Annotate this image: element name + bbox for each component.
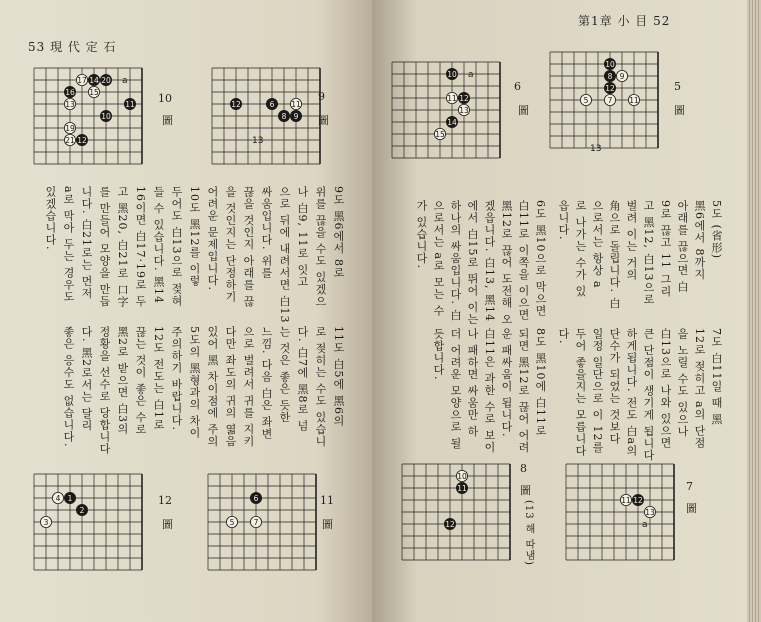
text-column: 黑2로 받으면 白3의 bbox=[116, 326, 129, 435]
board-svg bbox=[26, 468, 154, 576]
diagram-caption: 圖 bbox=[162, 518, 173, 531]
diagram-number: 11 bbox=[320, 494, 334, 507]
stone-number: 13 bbox=[459, 105, 469, 115]
text-column: 다. 黑2로서는 달리 bbox=[80, 326, 93, 432]
text-column: 9로 끊고 11 그리 bbox=[659, 200, 672, 298]
diagram-number: 10 bbox=[158, 92, 172, 105]
left-page-header: 53 現 代 定 石 bbox=[28, 40, 117, 54]
stone-number: 6 bbox=[269, 99, 275, 109]
text-column: 16이면 白17·19로 두 bbox=[134, 186, 147, 308]
diagram-caption: 圖 bbox=[318, 114, 329, 127]
point-label: a bbox=[468, 70, 474, 80]
text-column: 나 패하면 싸움만 하 bbox=[466, 328, 479, 438]
board-svg bbox=[204, 62, 332, 170]
stone-number: 3 bbox=[43, 517, 49, 527]
text-column: 12도 전도는 白1로 bbox=[152, 326, 165, 431]
stone-number: 12 bbox=[445, 519, 455, 529]
text-column: 고 黑12, 白13으로 bbox=[642, 200, 655, 306]
stone-number: 5 bbox=[583, 95, 589, 105]
text-column: 5도 (省形) bbox=[710, 200, 723, 260]
text-column: 위를 끊을 수도 있겠으 bbox=[314, 186, 327, 308]
diagram-number: 5 bbox=[674, 80, 681, 93]
stone-number: 15 bbox=[435, 129, 445, 139]
board-svg bbox=[394, 458, 522, 566]
text-column: 두어 좋을지는 모릅니다 bbox=[574, 328, 587, 457]
stone-number: 4 bbox=[55, 493, 61, 503]
stone-number: 12 bbox=[605, 83, 615, 93]
stone-number: 10 bbox=[457, 471, 467, 481]
stone-number: 16 bbox=[65, 87, 75, 97]
stone-number: 13 bbox=[65, 99, 75, 109]
stone-number: 10 bbox=[101, 111, 111, 121]
stone-number: 11 bbox=[457, 483, 467, 493]
stone-number: 13 bbox=[645, 507, 655, 517]
text-column: 에서 白15로 뛰어 이는 bbox=[466, 200, 479, 326]
text-column: 을 노릴 수도 있으나 bbox=[676, 328, 689, 438]
text-column: 싸움입니다. 위를 bbox=[260, 186, 273, 279]
diagram-caption: 圖 bbox=[518, 104, 529, 117]
diagram-number: 12 bbox=[158, 494, 172, 507]
text-column: 12로 젖히고 a의 단점 bbox=[693, 328, 706, 450]
stone-number: 12 bbox=[77, 135, 87, 145]
stone-number: 9 bbox=[293, 111, 299, 121]
stone-number: 19 bbox=[65, 123, 75, 133]
right-page bbox=[372, 0, 747, 622]
text-column: 더 어려운 모양으로 될 bbox=[449, 328, 462, 450]
board-svg bbox=[26, 62, 154, 170]
text-column: 으로 뒤에 내려서면 白13 bbox=[278, 186, 291, 324]
text-column: 읍니다. bbox=[557, 200, 570, 241]
text-column: 角으로 돌립니다. 白 bbox=[608, 200, 621, 310]
diagram-note: (13 해 따냄) bbox=[523, 500, 534, 566]
text-column: 7도 白11일 때 黑 bbox=[710, 328, 723, 426]
go-diagram-8 bbox=[394, 458, 522, 566]
diagram-caption: 圖 bbox=[162, 114, 173, 127]
text-column: 하게됩니다. 전도 白a의 bbox=[625, 328, 638, 458]
diagram-caption: 圖 bbox=[322, 518, 333, 531]
diagram-caption: 圖 bbox=[686, 502, 697, 515]
stone-number: 11 bbox=[291, 99, 301, 109]
text-column: 黑12로 끊어 도전해 오 bbox=[500, 200, 513, 326]
text-column: 으로 벌려서 귀를 지키 bbox=[242, 326, 255, 448]
text-column: 일정 일단으로 이 12를 bbox=[591, 328, 604, 454]
text-column: 있어 黑 차이점에 주의 bbox=[206, 326, 219, 448]
stone-number: 9 bbox=[619, 71, 625, 81]
point-label: a bbox=[122, 76, 128, 86]
text-column: 두어도 白13으로 젖혀 bbox=[170, 186, 183, 307]
diagram-number: 9 bbox=[318, 90, 325, 103]
stone-number: 2 bbox=[79, 505, 85, 515]
go-diagram-9 bbox=[204, 62, 332, 170]
stone-number: 12 bbox=[231, 99, 241, 109]
text-column: 듯합니다. bbox=[432, 328, 445, 381]
go-diagram-6 bbox=[384, 56, 512, 164]
point-label: a bbox=[642, 520, 648, 530]
text-column: 좋은 응수도 없습니다. bbox=[62, 326, 75, 448]
go-diagram-5 bbox=[542, 46, 670, 154]
stone-number: 11 bbox=[125, 99, 135, 109]
text-column: 를 만들어 모양을 만듭 bbox=[98, 186, 111, 308]
text-column: 어려운 문제입니다. bbox=[206, 186, 219, 291]
text-column: 다. 白7에 黑8로 넘 bbox=[296, 326, 309, 432]
text-column: 으로서는 a로 모는 수 bbox=[432, 200, 445, 318]
text-column: 들 수 있습니다. 黑14 bbox=[152, 186, 165, 304]
text-column: 9도 黑6에서 8로 bbox=[332, 186, 345, 279]
text-column: 로 나가는 수가 있 bbox=[574, 200, 587, 298]
diagram-number: 6 bbox=[514, 80, 521, 93]
stone-number: 17 bbox=[77, 75, 87, 85]
text-column: 白13으로 나와 있으면 bbox=[659, 328, 672, 449]
text-column: 다만 좌도의 귀의 엷음 bbox=[224, 326, 237, 448]
board-svg bbox=[200, 468, 328, 576]
point-label: 13 bbox=[590, 144, 602, 154]
text-column: 8도 黑10에 白11로 bbox=[534, 328, 547, 437]
diagram-caption: 圖 bbox=[674, 104, 685, 117]
stone-number: 7 bbox=[253, 517, 259, 527]
text-column: 으로서는 항상 a bbox=[591, 200, 604, 289]
text-column: 끊는 것이 좋은 수로 bbox=[134, 326, 147, 436]
stone-number: 12 bbox=[459, 93, 469, 103]
diagram-number: 7 bbox=[686, 480, 693, 493]
text-column: 로 젖히는 수도 있습니 bbox=[314, 326, 327, 448]
stone-number: 14 bbox=[89, 75, 99, 85]
text-column: 는 것은 좋은 듯한 bbox=[278, 326, 291, 424]
stone-number: 15 bbox=[89, 87, 99, 97]
text-column: 벌려 이는 거의 bbox=[625, 200, 638, 281]
diagram-number: 8 bbox=[520, 462, 527, 475]
text-column: 정황을 선수로 당합니다 bbox=[98, 326, 111, 455]
text-column: 가 있습니다. bbox=[415, 200, 428, 269]
stone-number: 8 bbox=[281, 111, 287, 121]
text-column: 큰 단점이 생기게 됩니다 bbox=[642, 328, 655, 462]
text-column: 끊을 것인지 아래를 끊 bbox=[242, 186, 255, 308]
go-diagram-10 bbox=[26, 62, 154, 170]
right-page-header: 第1章 小 目 52 bbox=[578, 14, 671, 28]
text-column: a로 막아 두는 경우도 bbox=[62, 186, 75, 304]
text-column: 하나의 싸움입니다. 白 bbox=[449, 200, 462, 322]
stone-number: 5 bbox=[229, 517, 235, 527]
text-column: 되면 黑12로 끊어 어려 bbox=[517, 328, 530, 454]
stone-number: 14 bbox=[447, 117, 457, 127]
stone-number: 10 bbox=[605, 59, 615, 69]
stone-number: 7 bbox=[607, 95, 613, 105]
stone-number: 11 bbox=[629, 95, 639, 105]
text-column: 니다. 白21로는 먼저 bbox=[80, 186, 93, 300]
board-svg bbox=[558, 458, 686, 566]
page-edges bbox=[747, 0, 761, 622]
text-column: 주의하기 바랍니다. bbox=[170, 326, 183, 431]
text-column: 5도의 黑형과의 차이 bbox=[188, 326, 201, 439]
go-diagram-11 bbox=[200, 468, 328, 576]
stone-number: 8 bbox=[607, 71, 613, 81]
stone-number: 12 bbox=[633, 495, 643, 505]
text-column: 白11로 이쪽을 이으면 bbox=[517, 200, 530, 321]
text-column: 黑6에서 8까지 bbox=[693, 200, 706, 281]
diagram-caption: 圖 bbox=[520, 484, 531, 497]
point-label: 13 bbox=[252, 136, 264, 146]
stone-number: 10 bbox=[447, 69, 457, 79]
go-diagram-12 bbox=[26, 468, 154, 576]
stone-number: 11 bbox=[621, 495, 631, 505]
text-column: 나 白9, 11로 잇고 bbox=[296, 186, 309, 288]
text-column: 다. bbox=[557, 328, 570, 345]
stone-number: 11 bbox=[447, 93, 457, 103]
text-column: 白11은 과한 수로 보이 bbox=[483, 328, 496, 454]
stone-number: 21 bbox=[65, 135, 75, 145]
text-column: 10도 黑12를 이렇 bbox=[188, 186, 201, 287]
text-column: 11도 白5에 黑6의 bbox=[332, 326, 345, 427]
text-column: 겠읍니다. 白13, 黑14 bbox=[483, 200, 496, 322]
text-column: 단수가 되었는 것보다 bbox=[608, 328, 621, 445]
board-svg bbox=[384, 56, 512, 164]
stone-number: 1 bbox=[67, 493, 73, 503]
stone-number: 20 bbox=[101, 75, 111, 85]
board-svg bbox=[542, 46, 670, 154]
text-column: 운 패싸움이 됩니다. bbox=[500, 328, 513, 438]
text-column: 6도 黑10으로 막으면 bbox=[534, 200, 547, 317]
text-column: 느낌. 다음 白은 좌변 bbox=[260, 326, 273, 440]
text-column: 고 黑20, 白21로 口字 bbox=[116, 186, 129, 308]
left-page bbox=[0, 0, 372, 622]
text-column: 아래를 끊으면 白 bbox=[676, 200, 689, 293]
go-diagram-7 bbox=[558, 458, 686, 566]
stone-number: 6 bbox=[253, 493, 259, 503]
text-column: 있겠습니다. bbox=[44, 186, 57, 251]
text-column: 을 것인지는 단정하기 bbox=[224, 186, 237, 303]
